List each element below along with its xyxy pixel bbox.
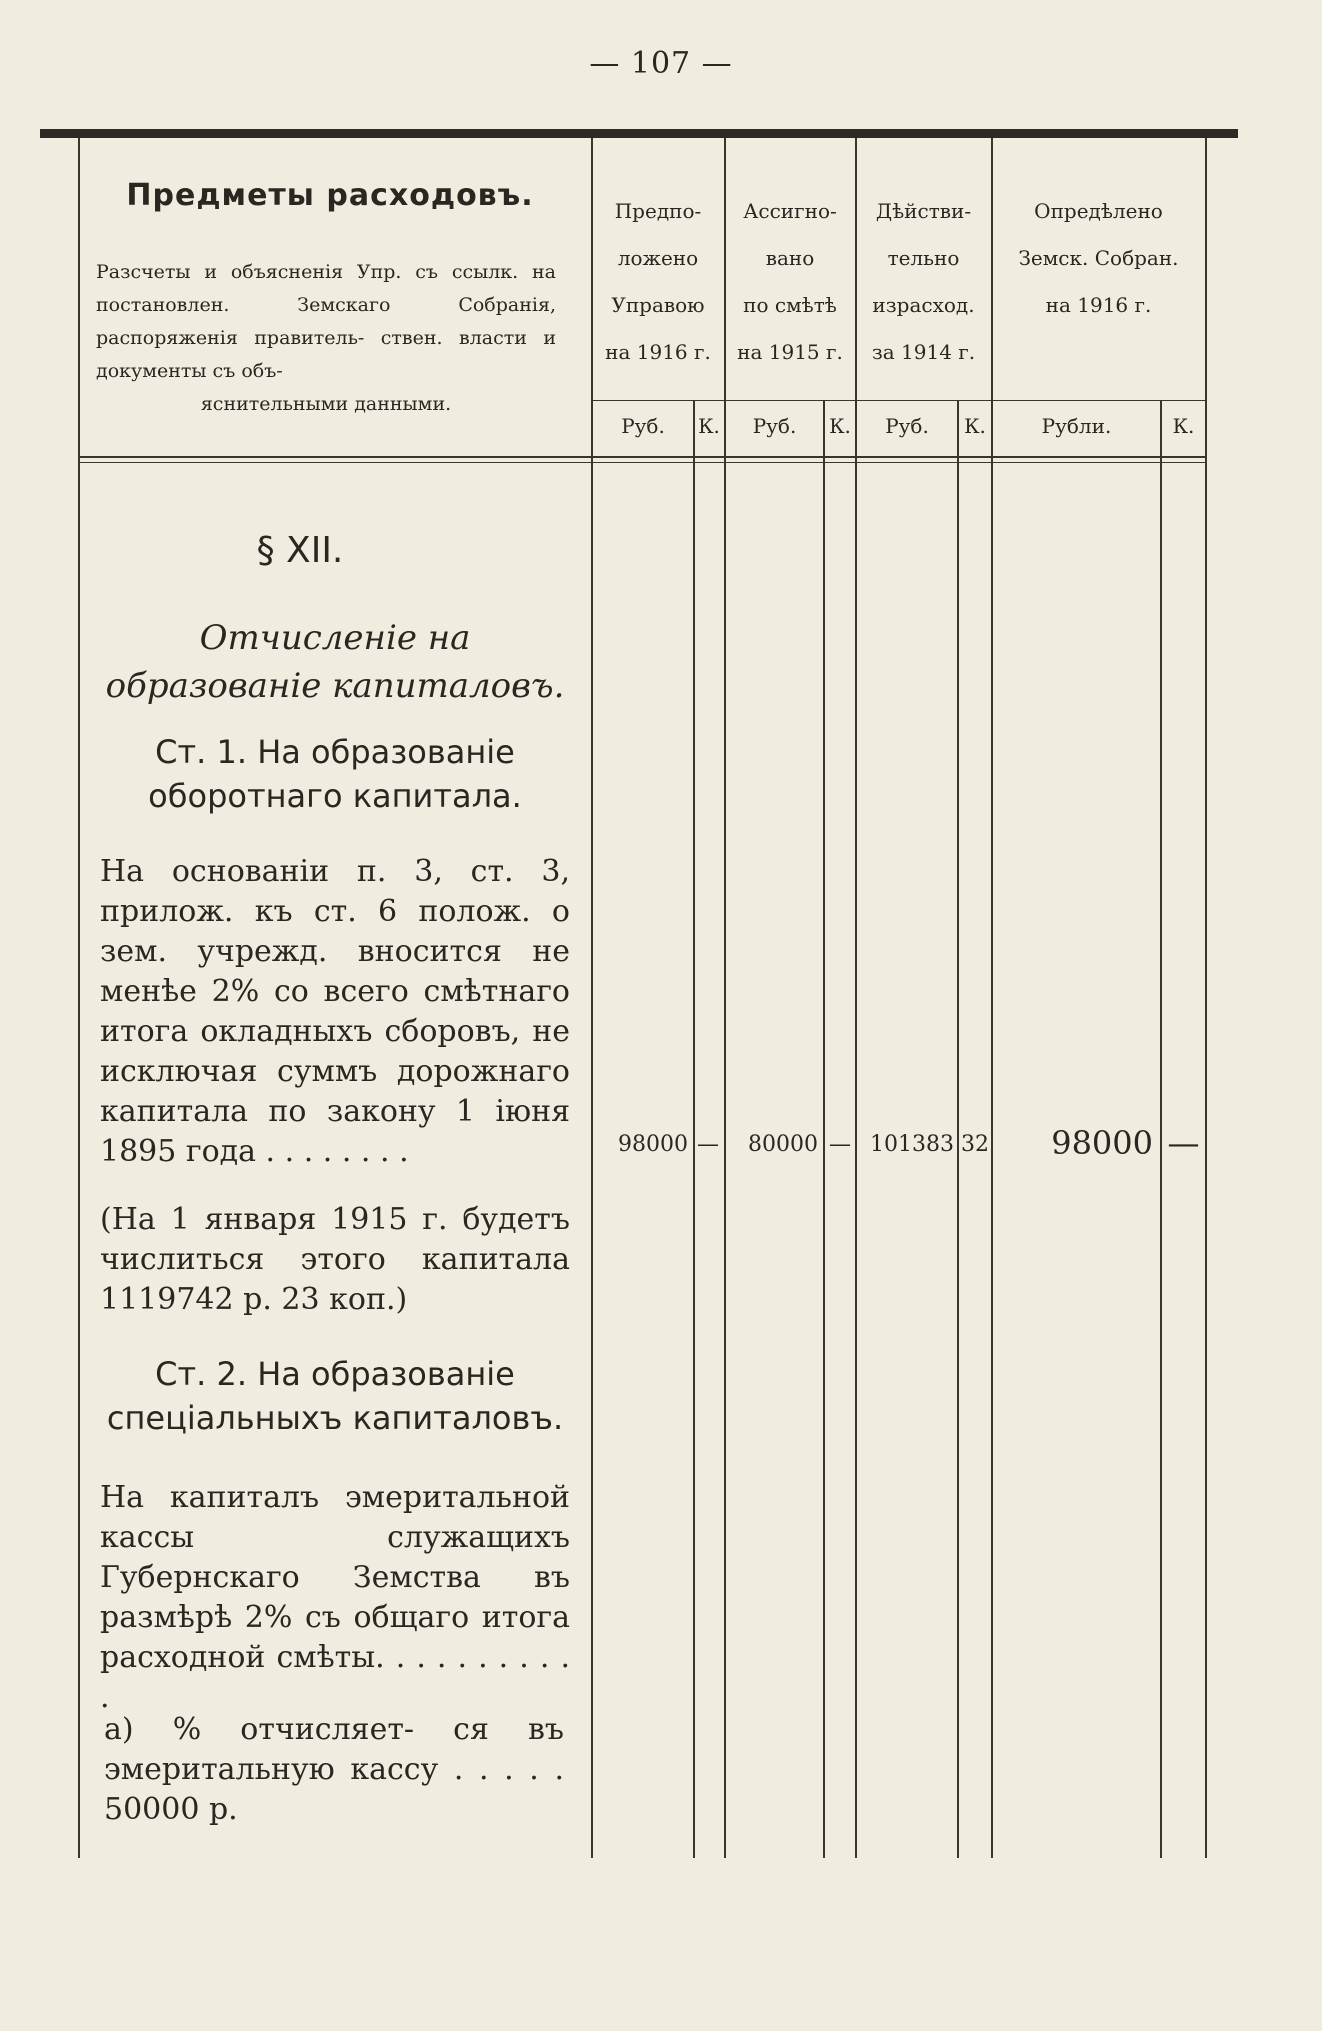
spent-rub-value: 101383 [870, 1132, 954, 1157]
description-line: яснительными данными. [200, 393, 452, 415]
col-divider [591, 138, 593, 1858]
column-header-line: Земск. Собран. [1018, 246, 1179, 270]
column-header-line: Управою [611, 293, 705, 317]
description-line: ссылк. на постановлен. Земскаго [96, 261, 556, 316]
column-header-approved [993, 188, 1204, 329]
column-header-line: Дѣйстви- [875, 199, 972, 223]
description-line: Разсчеты и объясненія Упр. съ [96, 261, 438, 283]
col-divider [991, 138, 993, 1858]
table-border-left [78, 138, 80, 1858]
column-header-line: Ассигно- [743, 199, 837, 223]
col-divider [957, 400, 959, 1858]
col-divider [855, 138, 857, 1858]
col-divider [724, 138, 726, 1858]
col-divider [823, 400, 825, 1858]
top-rule [40, 129, 1238, 138]
assigned-kop-value: — [829, 1132, 851, 1157]
header-description [96, 256, 556, 421]
unit-rub: Рубли. [1041, 414, 1112, 438]
col-divider [693, 400, 695, 1858]
unit-rub: Руб. [885, 414, 929, 438]
column-header-line: на 1916 г. [605, 340, 711, 364]
spent-kop-value: 32 [961, 1132, 989, 1157]
article-1-note: (На 1 января 1915 г. будетъ числиться этого капитала 1119742 р. 23 коп.) [100, 1202, 570, 1317]
column-header-line: вано [765, 246, 815, 270]
column-header-line: на 1915 г. [737, 340, 843, 364]
unit-kop: К. [1172, 414, 1195, 438]
unit-rub: Руб. [621, 414, 665, 438]
assigned-rub-value: 80000 [748, 1132, 818, 1157]
unit-kop: К. [698, 414, 720, 438]
column-header-spent [857, 188, 990, 376]
header-bottom-rule [78, 456, 1205, 458]
unit-rub: Руб. [752, 414, 797, 438]
proposed-rub-value: 98000 [618, 1132, 688, 1157]
article-2-title: Ст. 2. На образованіе спеціальныхъ капиталовъ. [106, 1355, 564, 1437]
column-header-line: израсход. [872, 293, 975, 317]
column-header-line: тельно [887, 246, 960, 270]
column-header-assigned [726, 188, 854, 376]
unit-kop: К. [964, 414, 986, 438]
article-1-text: На основаніи п. 3, ст. 3, прилож. къ ст. 6 полож. о зем. учрежд. вносится не менѣе 2% со всего смѣтнаго итога окладныхъ сборовъ, не исключая суммъ дорожнаго капитала по закону 1 іюня 1895 года . . . . . . . . [100, 854, 570, 1169]
description-line: ствен. власти и документы съ объ- [96, 327, 556, 382]
column-header-line: за 1914 г. [871, 340, 976, 364]
proposed-kop-value: — [697, 1132, 719, 1157]
section-number: § XII. [256, 530, 344, 571]
sub-item-a: а) % отчисляет- ся въ эмеритальную кассу . . . . . 50000 р. [104, 1712, 564, 1827]
unit-row-rule [591, 400, 1205, 401]
column-header-line: ложено [617, 246, 699, 270]
page-number: — 107 — [589, 46, 733, 81]
column-header-proposed [593, 188, 723, 376]
approved-kop-value: — [1167, 1124, 1200, 1162]
column-header-line: на 1916 г. [1045, 293, 1152, 317]
column-header-line: по смѣтѣ [743, 293, 837, 317]
column-header-line: Опредѣлено [1034, 199, 1163, 223]
header-title: Предметы расходовъ. [126, 178, 534, 213]
column-header-line: Предпо- [614, 199, 702, 223]
table-border-right [1205, 138, 1207, 1858]
article-1-title: Ст. 1. На образованіе оборотнаго капитала. [148, 733, 522, 815]
unit-kop: К. [829, 414, 851, 438]
article-2-text: На капиталъ эмеритальной кассы служащихъ Губернскаго Земства въ размѣрѣ 2% съ общаго итога расходной смѣты. . . . . . . . . . . [100, 1480, 570, 1715]
description-line: Собранія, распоряженія правитель- [96, 294, 556, 349]
header-bottom-rule [78, 462, 1205, 463]
section-title: Отчисленіе на образованіе капиталовъ. [105, 618, 565, 706]
approved-rub-value: 98000 [1051, 1124, 1153, 1162]
